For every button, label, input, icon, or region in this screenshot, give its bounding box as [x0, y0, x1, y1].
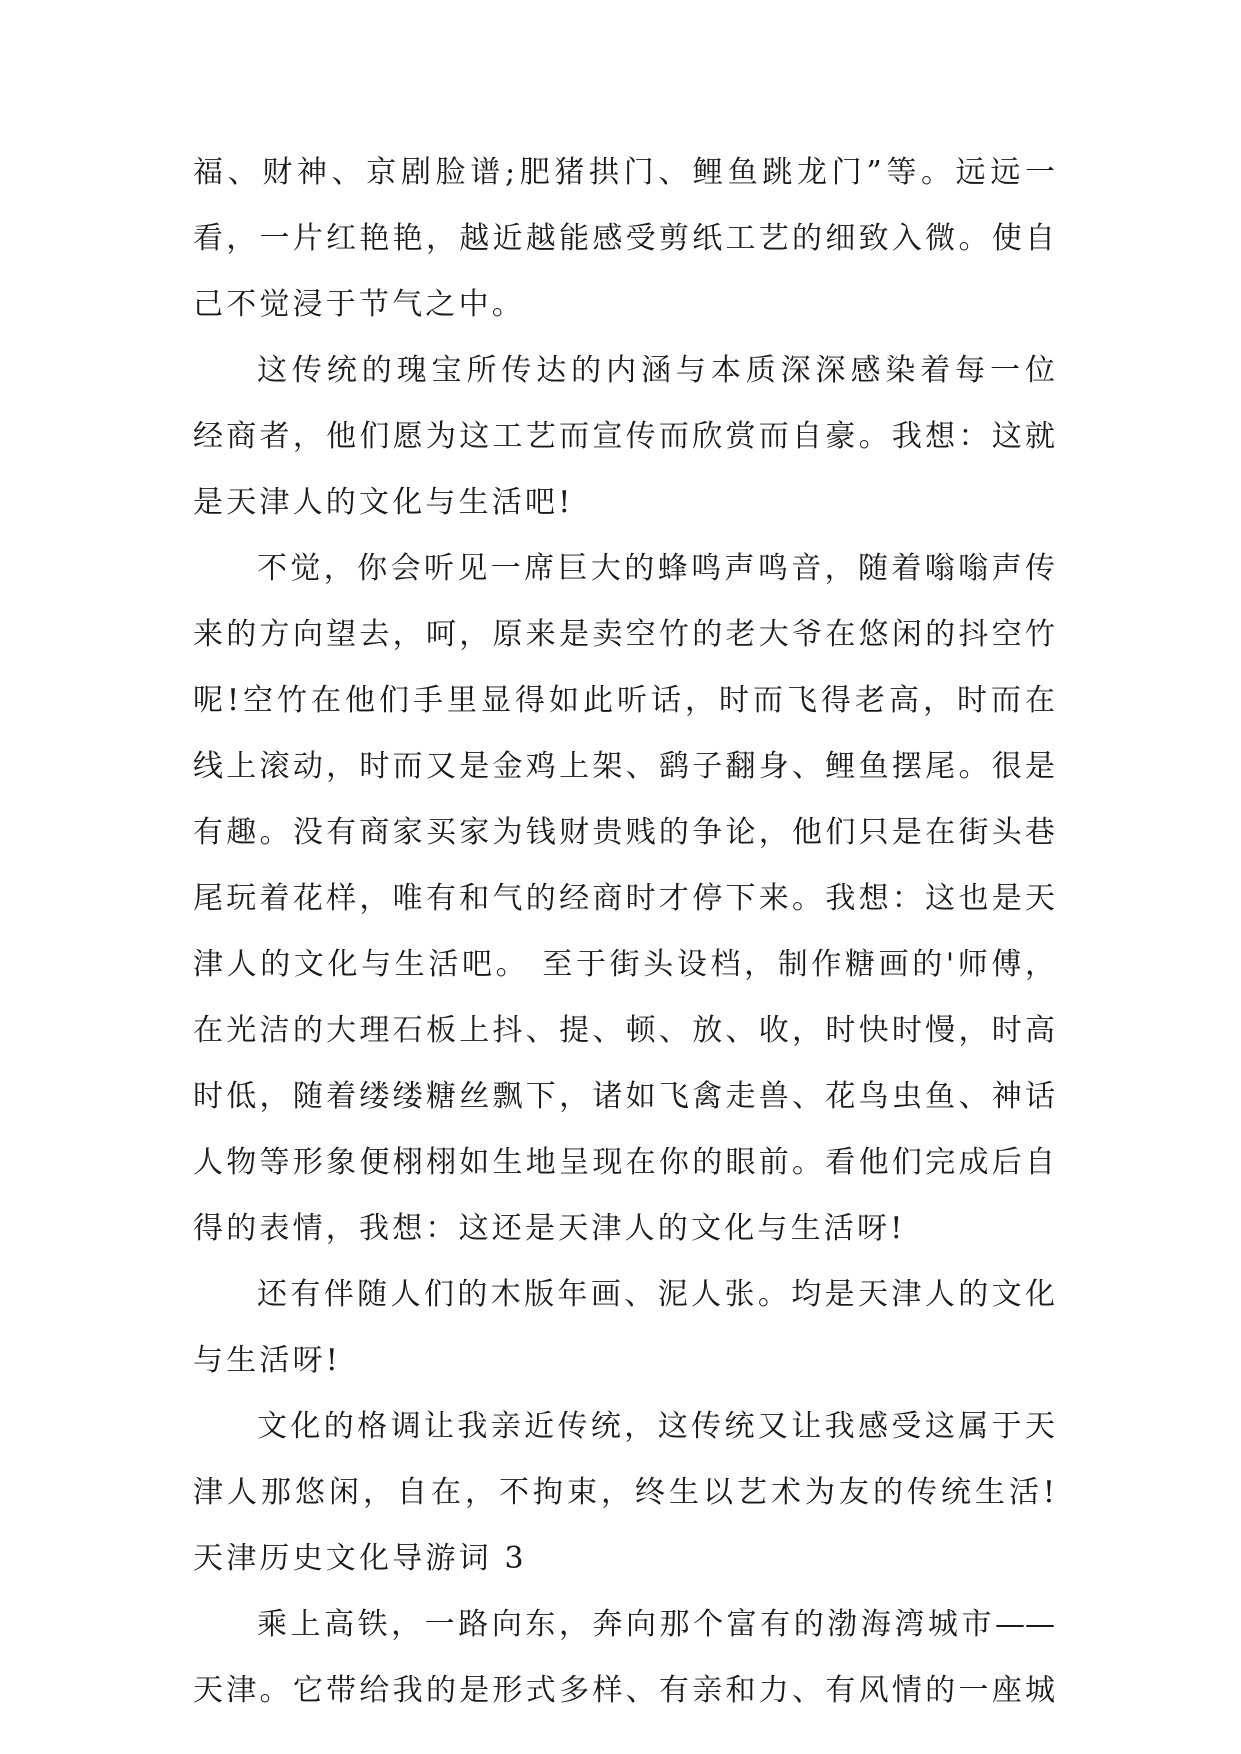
text-line: 人物等形象便栩栩如生地呈现在你的眼前。看他们完成后自: [193, 1145, 1055, 1180]
text-line: 尾玩着花样，唯有和气的经商时才停下来。我想：这也是天: [193, 881, 1055, 916]
text-line: 文化的格调让我亲近传统，这传统又让我感受这属于天: [257, 1409, 1055, 1444]
text-line: 有趣。没有商家买家为钱财贵贱的争论，他们只是在街头巷: [193, 815, 1055, 850]
text-line: 津人的文化与生活吧。 至于街头设档，制作糖画的'师傅，: [193, 947, 1055, 982]
text-line: 呢!空竹在他们手里显得如此听话，时而飞得老高，时而在: [193, 683, 1055, 718]
text-line: 这传统的瑰宝所传达的内涵与本质深深感染着每一位: [257, 353, 1055, 388]
text-line: 乘上高铁，一路向东，奔向那个富有的渤海湾城市——: [257, 1607, 1055, 1642]
text-line: 不觉，你会听见一席巨大的蜂鸣声鸣音，随着嗡嗡声传: [257, 551, 1055, 586]
document-page: [193, 140, 1055, 1724]
text-line: 得的表情，我想：这还是天津人的文化与生活呀!: [193, 1211, 906, 1246]
text-line: 福、财神、京剧脸谱;肥猪拱门、鲤鱼跳龙门”等。远远一: [193, 155, 1055, 190]
text-line: 经商者，他们愿为这工艺而宣传而欣赏而自豪。我想：这就: [193, 419, 1055, 454]
section-heading: 天津历史文化导游词 3: [193, 1541, 527, 1576]
text-line: 与生活呀!: [193, 1343, 342, 1378]
text-line: 津人那悠闲，自在，不拘束，终生以艺术为友的传统生活!: [193, 1475, 1055, 1510]
text-line: 是天津人的文化与生活吧!: [193, 485, 574, 520]
text-line: 时低，随着缕缕糖丝飘下，诸如飞禽走兽、花鸟虫鱼、神话: [193, 1079, 1055, 1114]
text-line: 天津。它带给我的是形式多样、有亲和力、有风情的一座城: [193, 1673, 1055, 1708]
text-line: 线上滚动，时而又是金鸡上架、鹞子翻身、鲤鱼摆尾。很是: [193, 749, 1055, 784]
text-line: 己不觉浸于节气之中。: [193, 287, 525, 322]
text-line: 在光洁的大理石板上抖、提、顿、放、收，时快时慢，时高: [193, 1013, 1055, 1048]
text-line: 还有伴随人们的木版年画、泥人张。均是天津人的文化: [257, 1277, 1055, 1312]
text-line: 看，一片红艳艳，越近越能感受剪纸工艺的细致入微。使自: [193, 221, 1055, 256]
text-line: 来的方向望去，呵，原来是卖空竹的老大爷在悠闲的抖空竹: [193, 617, 1055, 652]
